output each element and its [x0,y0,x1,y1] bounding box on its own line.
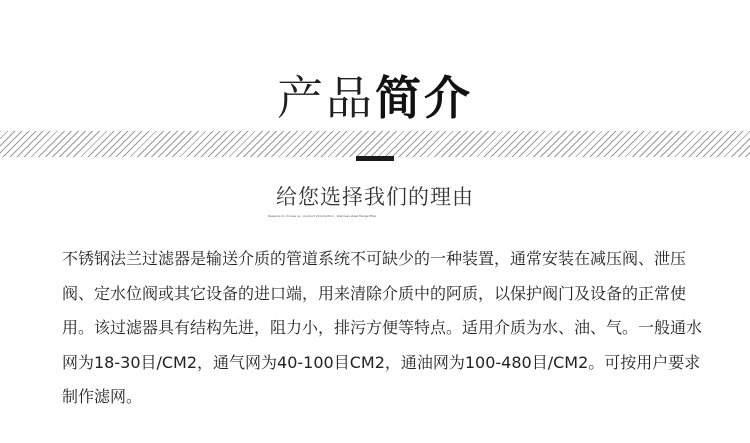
section-title-light: 产品 [277,71,375,125]
accent-underline [356,156,394,161]
subtitle: 给您选择我们的理由 [276,185,474,209]
product-description: 不锈钢法兰过滤器是输送介质的管道系统不可缺少的一种装置，通常安装在减压阀、泄压阀、定水位阀或其它设备的进口端，用来清除介质中的阿质，以保护阀门及设备的正常使用。该过滤器具有结构先进，阻力小，排污方便等特点。适用介质为水、油、气。一般通水网为18-30目/CM2，通气网为40-100目CM2，通油网为100-480目/CM2。可按用户要求制作滤网。 [62,249,703,406]
subtitle-fineprint: Reasons to choose us · product introduction · stainless steel flange filter [268,214,377,218]
section-title [0,62,750,128]
section-title-bold: 简介 [375,71,473,125]
diagonal-hatch-divider [0,131,750,157]
